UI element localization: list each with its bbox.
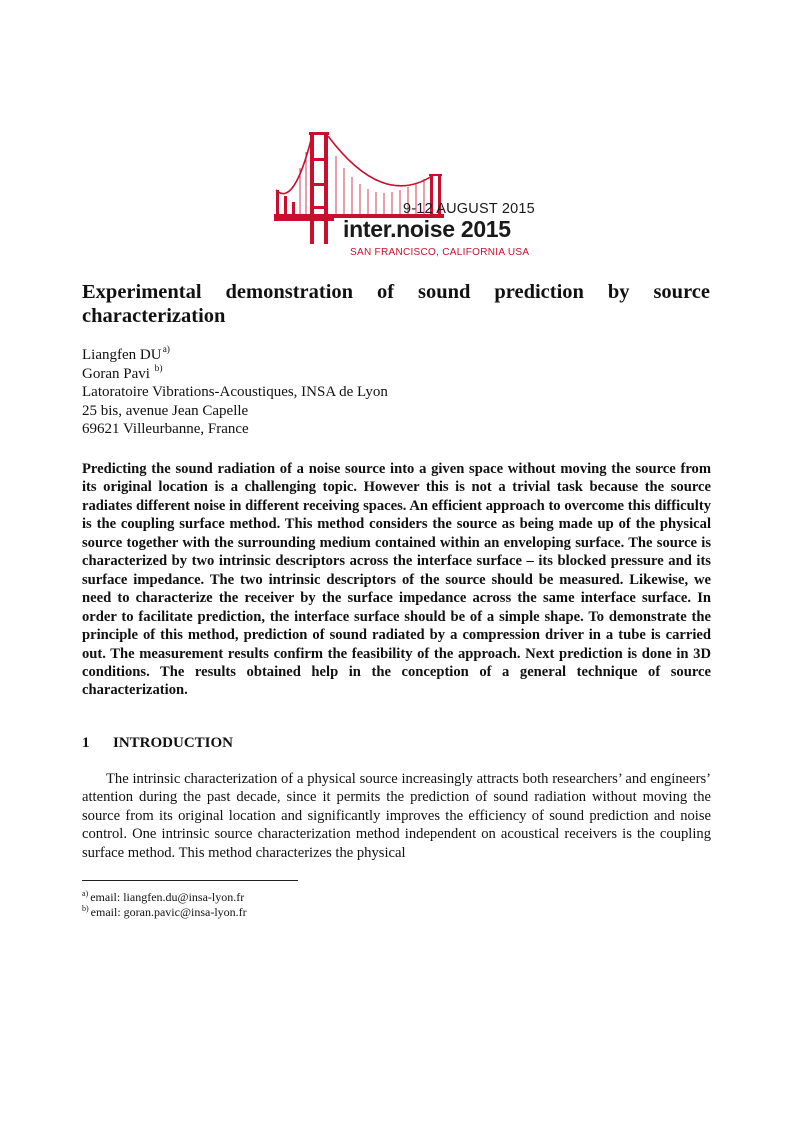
- footnote-divider: [82, 880, 298, 881]
- footnotes: [82, 890, 247, 919]
- author-name: Liangfen DU: [82, 347, 162, 363]
- author-block: [82, 346, 710, 439]
- section-number: 1: [82, 735, 90, 751]
- abstract: Predicting the sound radiation of a noise source into a given space without moving the source from its original location is a challenging topic. However this is not a trivial task because the source radiates different noise in different receiving spaces. An efficient approach to overcome this difficulty is the coupling surface method. This method considers the source as being made up of the physical source together with the surrounding medium contained within an enveloping surface. The source is characterized by two intrinsic descriptors across the interface surface – its blocked pressure and its surface impedance. The two intrinsic descriptors of the source should be measured. Likewise, we need to characterize the receiver by the surface impedance across the same interface surface. In order to facilitate prediction, the interface surface should be of a simple shape. To demonstrate the principle of this method, prediction of sound radiated by a compression driver in a tube is carried out. The measurement results confirm the feasibility of the approach. Next prediction is done in 3D conditions. The results obtained help in the conception of a general technique of source characterization.: [82, 461, 711, 699]
- conference-logo: [272, 128, 552, 266]
- conference-name: inter.noise 2015: [343, 216, 511, 242]
- conference-dates: 9-12 AUGUST 2015: [403, 201, 535, 217]
- footnote: [82, 905, 247, 920]
- section-heading: [82, 735, 233, 752]
- address-line: 69621 Villeurbanne, France: [82, 421, 249, 437]
- footnote-email: email: liangfen.du@insa-lyon.fr: [90, 890, 245, 904]
- introduction-paragraph: The intrinsic characterization of a physical source increasingly attracts both researchers’ and engineers’ attention during the past decade, since it permits the prediction of sound radiation without moving the source from its original location and significantly improves the efficiency of sound prediction and noise control. One intrinsic source characterization method independent on acoustical receivers is the coupling surface method. This method characterizes the physical: [82, 771, 711, 861]
- author-footnote-mark: a): [162, 345, 170, 355]
- conference-location: SAN FRANCISCO, CALIFORNIA USA: [350, 247, 530, 258]
- author-footnote-mark: b): [154, 363, 163, 374]
- paper-title: Experimental demonstration of sound prediction by source characterization: [82, 281, 710, 327]
- section-title: INTRODUCTION: [113, 735, 234, 751]
- footnote-email: email: goran.pavic@insa-lyon.fr: [90, 904, 247, 919]
- footnote: [82, 890, 247, 905]
- author-name: Goran Pavi: [82, 365, 154, 382]
- footnote-mark: b): [82, 903, 89, 913]
- address-line: 25 bis, avenue Jean Capelle: [82, 402, 249, 419]
- author-line: [82, 346, 710, 365]
- affiliation-line: Latoratoire Vibrations-Acoustiques, INSA de Lyon: [82, 384, 388, 400]
- author-line: [82, 365, 710, 384]
- footnote-mark: a): [82, 889, 89, 898]
